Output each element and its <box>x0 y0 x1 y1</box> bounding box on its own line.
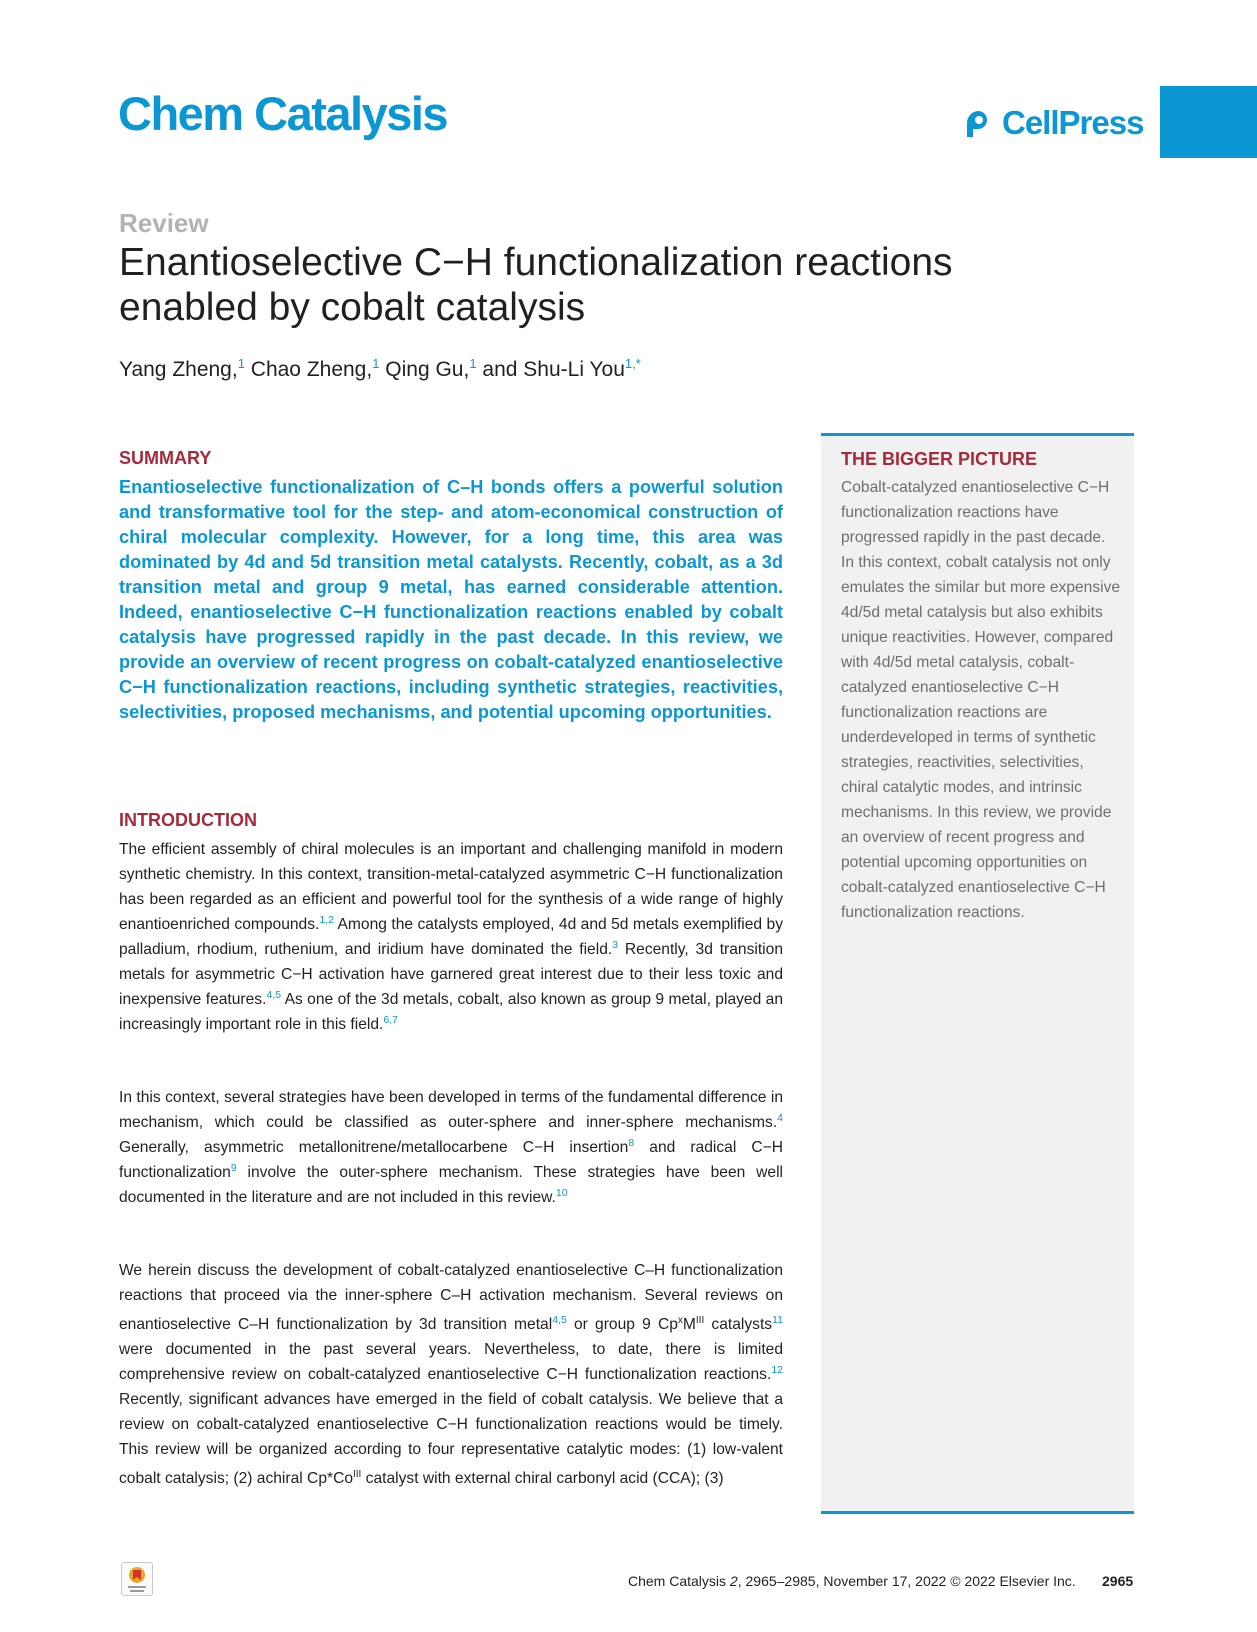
text-run: Among the catalysts employed, 4d and 5d metals exemplified by palladium, rhodium, ruthenium, and iridium have dominated the field. <box>119 916 784 958</box>
page-number: 2965 <box>1102 1573 1134 1589</box>
footer-volume: 2 <box>729 1573 738 1589</box>
text-run: We herein discuss the development of cobalt-catalyzed enantioselective C–H functionalization reactions that proceed via the inner-sphere C–H activation mechanism. Several reviews on enantioselective C–H functionalization by 3d transition metal <box>119 1262 783 1334</box>
text-run: were documented in the past several years. Nevertheless, to date, there is limited comprehensive review on cobalt-catalyzed enantioselective C−H functionalization reactions. <box>119 1341 783 1384</box>
cellpress-logo-icon <box>963 106 997 140</box>
bigger-picture-box <box>821 433 1134 1514</box>
text-run: involve the outer-sphere mechanism. These strategies have been well documented in the literature and are not included in this review. <box>119 1164 783 1206</box>
citation-link[interactable]: 10 <box>555 1186 568 1199</box>
text-run: catalyst with external chiral carbonyl acid (CCA); (3) <box>361 1470 724 1488</box>
intro-paragraph-3 <box>119 1258 783 1491</box>
intro-paragraph-1 <box>119 837 783 1037</box>
author-name: Yang Zheng, <box>119 358 238 381</box>
affiliation-link[interactable]: 1 <box>469 356 477 371</box>
author-name: Chao Zheng, <box>250 358 373 381</box>
citation-link[interactable]: 3 <box>612 938 619 951</box>
introduction-heading: INTRODUCTION <box>119 810 257 830</box>
check-for-updates-icon-graphic <box>122 1563 152 1595</box>
bigger-picture-heading: THE BIGGER PICTURE <box>841 449 1038 469</box>
check-for-updates-icon[interactable] <box>121 1562 153 1596</box>
footer-details: , 2965–2985, November 17, 2022 © 2022 Elsevier Inc. <box>737 1573 1076 1589</box>
footer-journal: Chem Catalysis <box>628 1573 730 1589</box>
text-run: Generally, asymmetric metallonitrene/metallocarbene C−H insertion <box>119 1139 629 1156</box>
superscript: III <box>695 1315 705 1326</box>
text-run: Recently, 3d transition metals for asymmetric C−H activation have garnered great interest due to their less toxic and inexpensive features. <box>119 941 783 1008</box>
summary-text: Enantioselective functionalization of C–H bonds offers a powerful solution and transformative tool for the step- and atom-economical construction of chiral molecular complexity. However, for a long time, this area was dominated by 4d and 5d transition metal catalysts. Recently, cobalt, as a 3d transition metal and group 9 metal, has earned considerable attention. Indeed, enantioselective C−H functionalization reactions enabled by cobalt catalysis have progressed rapidly in the past decade. In this review, we provide an overview of recent progress on cobalt-catalyzed enantioselective C−H functionalization reactions, including synthetic strategies, reactivities, selectivities, proposed mechanisms, and potential upcoming opportunities. <box>119 477 783 722</box>
superscript: x <box>677 1315 683 1326</box>
citation-link[interactable]: 8 <box>628 1136 635 1149</box>
text-run: M <box>682 1316 696 1334</box>
citation-link[interactable]: 4,5 <box>552 1314 567 1326</box>
intro-paragraph-2 <box>119 1085 783 1210</box>
publisher-logo[interactable] <box>963 104 1143 142</box>
citation-link[interactable]: 4 <box>777 1111 783 1124</box>
article-type: Review <box>119 208 209 238</box>
journal-title: Chem Catalysis <box>118 87 448 140</box>
text-run: Recently, significant advances have emerged in the field of cobalt catalysis. We believe that a review on cobalt-catalyzed enantioselective C−H functionalization reactions would be timely. This review will be organized according to four representative catalytic modes: (1) low-valent cobalt catalysis; (2) achiral Cp*Co <box>119 1391 783 1488</box>
text-run: and radical C−H functionalization <box>119 1139 783 1181</box>
text-run: In this context, several strategies have been developed in terms of the fundamental difference in mechanism, which could be classified as outer-sphere and inner-sphere mechanisms. <box>119 1089 783 1131</box>
footer-citation <box>628 1573 1076 1589</box>
citation-link[interactable]: 12 <box>771 1364 783 1376</box>
bigger-picture-text: Cobalt-catalyzed enantioselective C−H functionalization reactions have progressed rapidly in the past decade. In this context, cobalt catalysis not only emulates the similar but more expensive 4d/5d metal catalysis but also exhibits unique reactivities. However, compared with 4d/5d metal catalysis, cobalt-catalyzed enantioselective C−H functionalization reactions are underdeveloped in terms of synthetic strategies, reactivities, selectivities, chiral catalytic modes, and intrinsic mechanisms. In this review, we provide an overview of recent progress and potential upcoming opportunities on cobalt-catalyzed enantioselective C−H functionalization reactions. <box>841 479 1121 921</box>
superscript: III <box>353 1469 362 1481</box>
affiliation-link[interactable]: 1 <box>372 356 380 371</box>
citation-link[interactable]: 1,2 <box>319 913 334 926</box>
affiliation-link[interactable]: 1,* <box>624 356 641 371</box>
citation-link[interactable]: 6,7 <box>383 1013 398 1026</box>
author-list <box>119 356 641 382</box>
text-run: As one of the 3d metals, cobalt, also known as group 9 metal, played an increasingly important role in this field. <box>119 991 783 1033</box>
affiliation-link[interactable]: 1 <box>237 356 245 371</box>
author-name: Qing Gu, <box>385 358 470 381</box>
article-title: Enantioselective C−H functionalization reactions enabled by cobalt catalysis <box>119 241 953 329</box>
citation-link[interactable]: 4,5 <box>266 988 282 1001</box>
citation-link[interactable]: 11 <box>772 1314 783 1326</box>
corner-color-block <box>1160 86 1257 158</box>
citation-link[interactable]: 9 <box>230 1161 237 1174</box>
publisher-name: CellPress <box>1002 104 1144 141</box>
author-name: and Shu-Li You <box>482 358 625 381</box>
text-run: The efficient assembly of chiral molecules is an important and challenging manifold in modern synthetic chemistry. In this context, transition-metal-catalyzed asymmetric C−H functionalization has been regarded as an efficient and powerful tool for the synthesis of a wide range of highly enantioenriched compounds. <box>119 841 783 933</box>
text-run: catalysts <box>704 1316 773 1334</box>
summary-heading: SUMMARY <box>119 448 212 468</box>
text-run: or group 9 Cp <box>566 1316 678 1334</box>
